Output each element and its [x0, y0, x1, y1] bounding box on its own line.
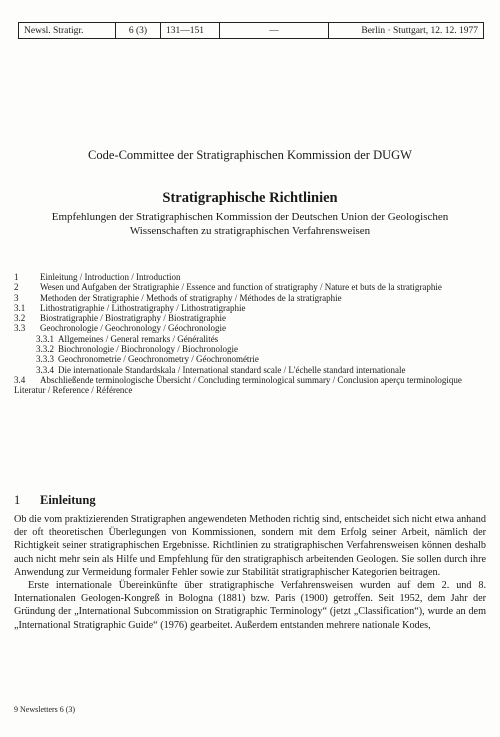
toc-entry [14, 344, 486, 354]
table-of-contents [14, 272, 486, 396]
toc-entry [14, 323, 486, 333]
toc-number: 3.2 [14, 313, 26, 324]
toc-entry [14, 293, 486, 303]
toc-entry [14, 282, 486, 292]
toc-entry [14, 313, 486, 323]
toc-text: Biochronologie / Biochronology / Biochronologie [58, 344, 238, 355]
toc-text: Einleitung / Introduction / Introduction [40, 272, 181, 282]
toc-text: Biostratigraphie / Biostratigraphy / Biostratigraphie [40, 313, 226, 324]
toc-number: 3.3.3 [36, 354, 54, 365]
toc-number: 2 [14, 282, 19, 293]
toc-entry [14, 365, 486, 375]
toc-text: Methoden der Stratigraphie / Methods of stratigraphy / Méthodes de la stratigraphie [40, 292, 342, 303]
toc-number: 3 [14, 292, 19, 303]
toc-entry [14, 354, 486, 364]
journal-pages: 131—151 [161, 23, 220, 38]
article-subtitle: Empfehlungen der Stratigraphischen Kommission der Deutschen Union der Geologischen Wissenschaften zu stratigraphischen Verfahrensweisen [51, 211, 449, 237]
toc-number: 3.3.4 [36, 364, 54, 375]
toc-number: 3.4 [14, 374, 26, 385]
toc-text: Die internationale Standardskala / International standard scale / L'échelle standard internationale [58, 364, 406, 375]
journal-name: Newsl. Stratigr. [19, 23, 116, 38]
toc-text: Lithostratigraphie / Lithostratigraphy / Lithostratigraphie [40, 302, 246, 313]
toc-text: Geochronometrie / Geochronometry / Géochronométrie [58, 354, 259, 365]
toc-text: Allgemeines / General remarks / Généralités [58, 333, 219, 344]
toc-number: 3.1 [14, 302, 26, 313]
toc-number: 3.3.1 [36, 333, 54, 344]
toc-number: 3.3.2 [36, 344, 54, 355]
section-number: 1 [14, 493, 21, 507]
toc-entry [14, 334, 486, 344]
journal-dash: — [220, 23, 329, 38]
journal-header [18, 22, 484, 39]
journal-place-date: Berlin · Stuttgart, 12. 12. 1977 [361, 26, 478, 36]
toc-entry [14, 385, 486, 395]
committee-line: Code-Committee der Stratigraphischen Kommission der DUGW [88, 148, 412, 162]
article-title: Stratigraphische Richtlinien [162, 190, 338, 206]
toc-entry [14, 375, 486, 385]
section-title: Einleitung [40, 493, 96, 507]
toc-number: 3.3 [14, 323, 26, 334]
page-footer: 9 Newsletters 6 (3) [14, 705, 76, 714]
toc-text: Wesen und Aufgaben der Stratigraphie / Essence and function of stratigraphy / Nature et buts de la stratigraphie [40, 282, 442, 293]
toc-entry [14, 303, 486, 313]
toc-text: Abschließende terminologische Übersicht / Concluding terminological summary / Conclusion aperçu terminologique [40, 374, 462, 385]
toc-text: Geochronologie / Geochronology / Géochronologie [40, 323, 226, 334]
paragraph: Ob die vom praktizierenden Stratigraphen angewendeten Methoden richtig sind, entscheidet sich nicht etwa anhand der oft theoretischen Überlegungen von Kommissionen, sondern mit dem Erfolg seiner Arbeit, nämlich der Richtigkeit seiner stratigraphischen Ergebnisse. Richtlinien zu stratigraphischen Verfahrensweisen können deshalb auch nicht mehr sein als Hilfe und Empfehlung für den stratigraphisch arbeitenden Geologen. Sie sollen durch ihre Anwendung zur Vermeidung formaler Fehler sowie zur Stabilität stratigraphischer Kategorien beitragen. [14, 514, 486, 578]
section-heading [14, 493, 96, 508]
toc-text: Literatur / Reference / Référence [14, 385, 133, 396]
paragraph: Erste internationale Übereinkünfte über stratigraphische Verfahrensweisen wurden auf dem 2. und 8. Internationalen Geologen-Kongreß in Bologna (1881) bzw. Paris (1900) getroffen. Seit 1952, dem Jahr der Gründung der „International Subcommission on Stratigraphic Terminology“ (jetzt „Classification“), wurde an dem „International Stratigraphic Guide“ (1976) gearbeitet. Außerdem entstanden mehrere nationale Kodes, [14, 580, 486, 631]
toc-entry [14, 272, 486, 282]
journal-volume: 6 (3) [116, 23, 161, 38]
toc-number: 1 [14, 272, 19, 282]
body-text [14, 513, 486, 632]
